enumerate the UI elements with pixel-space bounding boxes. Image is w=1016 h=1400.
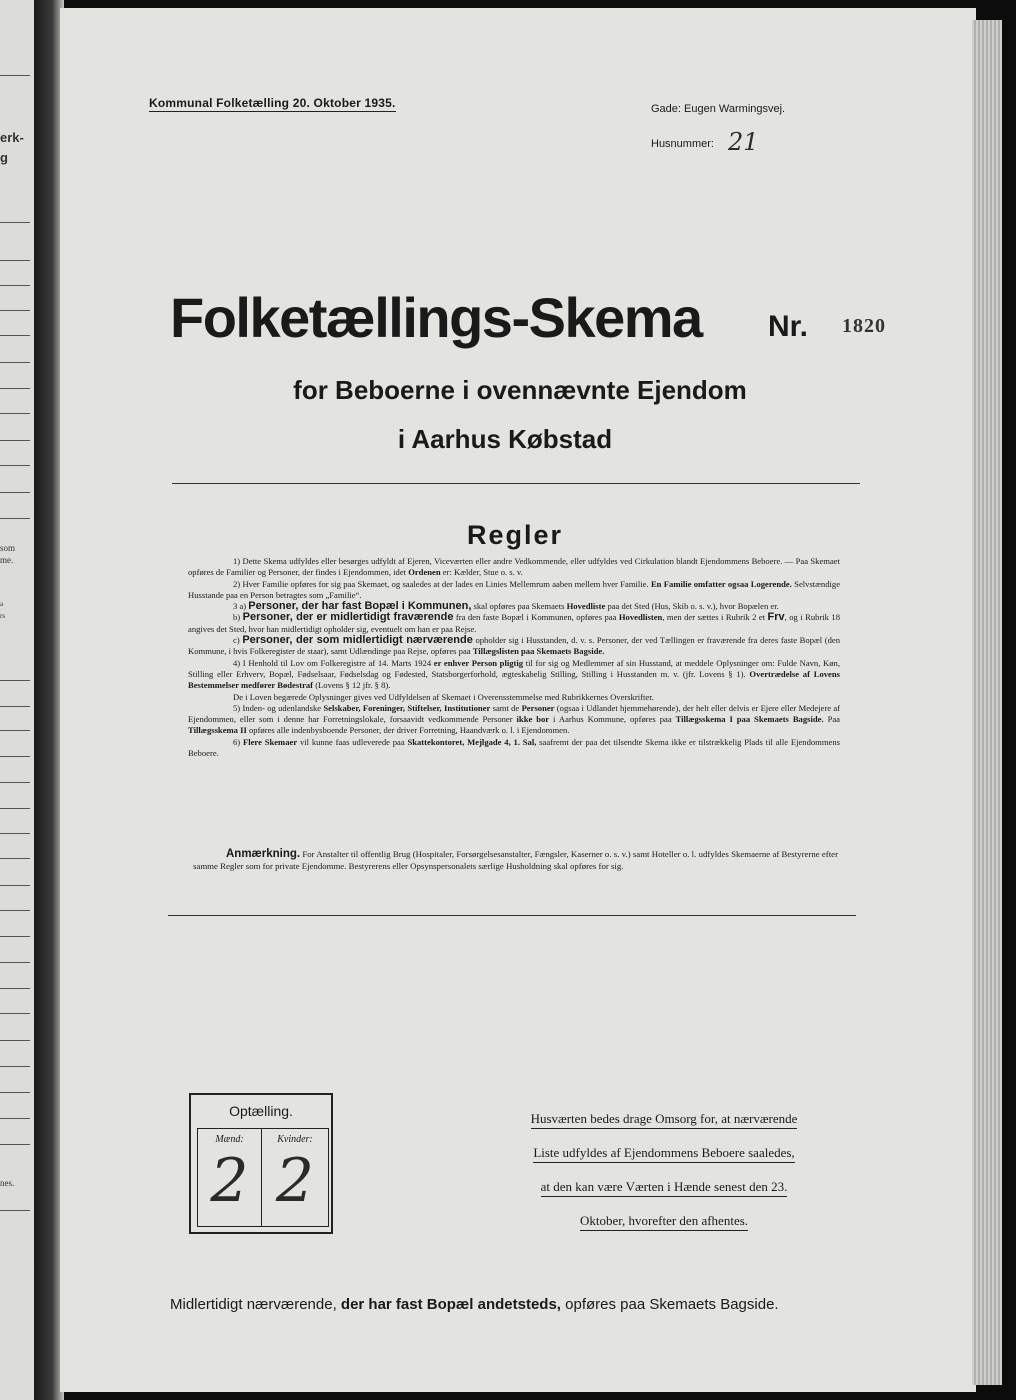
men-column: [198, 1129, 262, 1226]
left-fragment-text: g: [0, 150, 8, 165]
divider: [172, 483, 860, 484]
left-rule: [0, 465, 30, 466]
left-rule: [0, 1066, 30, 1067]
notice-line: Liste udfyldes af Ejendommens Beboere saaledes,: [494, 1142, 834, 1176]
form-title: Folketællings-Skema: [170, 286, 702, 349]
left-page-fragment: [0, 0, 34, 1400]
footer-note: Midlertidigt nærværende, der har fast Bopæl andetsteds, opføres paa Skemaets Bagside.: [170, 1296, 779, 1313]
notice-line: Husværten bedes drage Omsorg for, at nærværende: [494, 1108, 834, 1142]
rule-5: 5) Inden- og udenlandske Selskaber, Foreninger, Stiftelser, Institutioner samt de Personer (ogsaa i Udlandet hjemmehørende), der helt eller delvis er Ejere eller Medejere af Ejendommen, eller som i denne har Forretningslokale, forsaavidt vedkommende Personer ikke bor i Aarhus Kommune, opføres paa Tillægsskema I paa Skemaets Bagside. Paa Tillægsskema II opføres alle indenbysboende Personer, der driver Forretning, Haandværk o. l. i Ejendommen.: [188, 702, 840, 736]
left-fragment-text: erk-: [0, 130, 24, 145]
left-rule: [0, 335, 30, 336]
left-rule: [0, 222, 30, 223]
left-rule: [0, 1040, 30, 1041]
left-rule: [0, 782, 30, 783]
women-label: Kvinder:: [277, 1134, 313, 1145]
left-rule: [0, 910, 30, 911]
remark-text: For Anstalter til offentlig Brug (Hospitaler, Forsørgelsesanstalter, Fængsler, Kaserner o. s. v.) samt Hoteller o. l. udfyldes Skemaerne af Bestyrerne efter samme Regler som for private Ejendomme. Bestyrerens eller Opsynspersonalets særlige Husholdning skal opføres for sig.: [193, 849, 839, 871]
left-rule: [0, 833, 30, 834]
left-rule: [0, 362, 30, 363]
left-rule: [0, 518, 30, 519]
form-number-value: 1820: [842, 315, 886, 337]
left-fragment-text: a: [0, 600, 4, 608]
street-label: Gade:: [651, 103, 681, 115]
men-count: 2: [210, 1146, 249, 1216]
rule-3a: 3 a) Personer, der har fast Bopæl i Kommunen, skal opføres paa Skemaets Hovedliste paa det Sted (Hus, Skib o. s. v.), hvor Bopælen er.: [233, 600, 779, 613]
rule-3c: c) Personer, der som midlertidigt nærværende opholder sig i Husstanden, d. v. s. Personer, der ved Tællingen er fraværende fra deres faste Bopæl (den Kommune, i hvis Folkeregister de staar), samt Udlændinge paa Rejse, opføres paa Tillægslisten paa Skemaets Bagside.: [188, 634, 841, 657]
form-subtitle-2: i Aarhus Købstad: [397, 424, 613, 454]
left-rule: [0, 310, 30, 311]
left-rule: [0, 413, 30, 414]
page-stack-edge: [972, 20, 1002, 1385]
left-rule: [0, 492, 30, 493]
notice-line: Oktober, hvorefter den afhentes.: [494, 1210, 834, 1244]
house-number-value: 21: [728, 128, 759, 156]
left-fragment-text: rs: [0, 612, 6, 620]
left-rule: [0, 730, 30, 731]
landlord-notice: [494, 1108, 834, 1244]
left-rule: [0, 936, 30, 937]
left-rule: [0, 1210, 30, 1211]
house-number-label: Husnummer:: [651, 138, 714, 150]
count-box: [189, 1093, 333, 1234]
left-rule: [0, 1013, 30, 1014]
left-rule: [0, 962, 30, 963]
rule-1: 1) Dette Skema udfyldes eller besørges udfyldt af Ejeren, Viceværten eller andre Vedkommende, eller udfyldes ved Cirkulation blandt Ejendommens Beboere. — Paa Skemaet opføres de Familier og Personer, der findes i Ejendommen, idet Ordenen er: Kælder, Stue o. s. v.: [188, 556, 840, 578]
rule-6: 6) Flere Skemaer vil kunne faas udleverede paa Skattekontoret, Mejlgade 4, 1. Sal, saafremt der paa det tilsendte Skema ikke er tilstrækkelig Plads til alle Ejendommens Beboere.: [188, 736, 841, 759]
women-column: [262, 1129, 328, 1226]
rule-4: 4) I Henhold til Lov om Folkeregistre af 14. Marts 1924 er enhver Person pligtig til for sig og Medlemmer af sin Husstand, at meddele Oplysninger om: Fulde Navn, Køn, Stilling eller Erhverv, Bopæl, Fødselsaar, Fødselsdag og Fødested, Statsborgerforhold, ægteskabelig Stilling, Stilling i Husstanden m. v. (jfr. Lovens § 1). Overtrædelse af Lovens Bestemmelser medfører Bødestraf (Lovens § 12 jfr. § 8).: [188, 657, 840, 691]
census-header: Kommunal Folketælling 20. Oktober 1935.: [149, 96, 396, 110]
men-label: Mænd:: [215, 1134, 244, 1145]
street-field: [651, 103, 785, 115]
street-value: Eugen Warmingsvej.: [684, 103, 786, 115]
left-rule: [0, 885, 30, 886]
rules-body: [188, 556, 840, 759]
left-rule: [0, 1144, 30, 1145]
left-rule: [0, 680, 30, 681]
women-count: 2: [275, 1146, 315, 1216]
left-rule: [0, 858, 30, 859]
left-rule: [0, 1118, 30, 1119]
rule-2: 2) Hver Familie opføres for sig paa Skemaet, og saaledes at der lades en Linies Mellemrum aaben mellem hver Familie. En Familie omfatter ogsaa Logerende. Selvstændige Husstande paa en Person betragtes som „Familie“.: [188, 578, 841, 600]
left-rule: [0, 75, 30, 76]
left-fragment-text: som: [0, 543, 16, 553]
remark: [193, 848, 838, 872]
left-rule: [0, 808, 30, 809]
left-rule: [0, 756, 30, 757]
rules-heading: Regler: [466, 520, 564, 550]
left-fragment-text: me.: [0, 555, 14, 565]
left-fragment-text: nes.: [0, 1178, 15, 1188]
left-rule: [0, 260, 30, 261]
form-subtitle-1: for Beboerne i ovennævnte Ejendom: [293, 375, 747, 405]
notice-line: at den kan være Værten i Hænde senest den 23.: [494, 1176, 834, 1210]
left-rule: [0, 1092, 30, 1093]
remark-label: Anmærkning.: [226, 848, 301, 860]
rule-3b: b) Personer, der er midlertidigt fraværende fra den faste Bopæl i Kommunen, opføres paa Hovedlisten, men der sættes i Rubrik 2 et Frv, og i Rubrik 18 angives det Sted, hvor han midlertidigt opholder sig, eventuelt om han er paa Rejse.: [188, 611, 841, 634]
count-table: [197, 1128, 329, 1227]
divider: [168, 915, 856, 916]
rule-4-note: De i Loven begærede Oplysninger gives ved Udfyldelsen af Skemaet i Overensstemmelse med Rubrikkernes Overskrifter.: [233, 691, 654, 702]
left-rule: [0, 988, 30, 989]
left-rule: [0, 285, 30, 286]
form-number-label: Nr.: [768, 310, 809, 343]
count-title: Optælling.: [229, 1103, 293, 1119]
left-rule: [0, 706, 30, 707]
